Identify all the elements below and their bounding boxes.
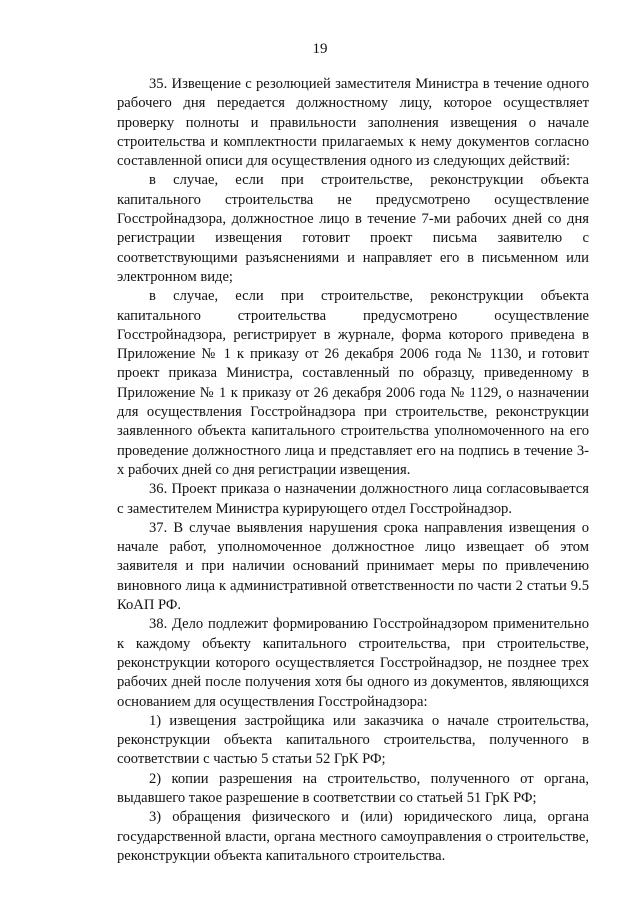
paragraph-35-option-no-supervision: в случае, если при строительстве, реконструкции объекта капитального строительства не предусмотрено осуществление Госстройнадзора, должностное лицо в течение 7-ми рабочих дней со дня регистрации извещения готовит проект письма заявителю с соответствующими разъяснениями и направляет его в письменном или электронном виде; bbox=[117, 172, 589, 285]
paragraph-35: 35. Извещение с резолюцией заместителя Министра в течение одного рабочего дня передается должностному лицу, которое осуществляет проверку полноты и правильности заполнения извещения о начале строительства и комплектности прилагаемых к нему документов согласно составленной описи для осуществления одного из следующих действий: bbox=[117, 76, 589, 170]
paragraph-35-option-supervision: в случае, если при строительстве, реконструкции объекта капитального строительства предусмотрено осуществление Госстройнадзора, регистрирует в журнале, форма которого приведена в Приложение № 1 к приказу от 26 декабря 2006 года № 1130, и готовит проект приказа Министра, составленный по образцу, приведенному в Приложение № 1 к приказу от 26 декабря 2006 года № 1129, о назначении для осуществления Госстройнадзора при строительстве, реконструкции заявленного объекта капитального строительства уполномоченного на его проведение должностного лица и представляет его на подпись в течение 3-х рабочих дней со дня регистрации извещения. bbox=[117, 288, 589, 478]
paragraph-36: 36. Проект приказа о назначении должностного лица согласовывается с заместителем Министра курирующего отдел Госстройнадзор. bbox=[117, 481, 589, 517]
document-body bbox=[117, 75, 589, 866]
paragraph-37: 37. В случае выявления нарушения срока направления извещения о начале работ, уполномоченное должностное лицо извещает об этом заявителя и при наличии оснований принимает меры по привлечению виновного лица к административной ответственности по части 2 статьи 9.5 КоАП РФ. bbox=[117, 519, 589, 614]
page-number: 19 bbox=[312, 41, 328, 57]
list-item-3: 3) обращения физического и (или) юридического лица, органа государственной власти, органа местного самоуправления о строительстве, реконструкции объекта капитального строительства. bbox=[117, 809, 589, 864]
paragraph-38: 38. Дело подлежит формированию Госстройнадзором применительно к каждому объекту капитального строительства, при строительстве, реконструкции которого осуществляется Госстройнадзор, не позднее трех рабочих дней после получения хотя бы одного из документов, являющихся основанием для осуществления Госстройнадзора: bbox=[117, 616, 589, 710]
list-item-2: 2) копии разрешения на строительство, полученного от органа, выдавшего такое разрешение в соответствии со статьей 51 ГрК РФ; bbox=[117, 770, 589, 806]
list-item-1: 1) извещения застройщика или заказчика о начале строительства, реконструкции объекта капитального строительства, полученного в соответствии с частью 5 статьи 52 ГрК РФ; bbox=[117, 712, 589, 768]
